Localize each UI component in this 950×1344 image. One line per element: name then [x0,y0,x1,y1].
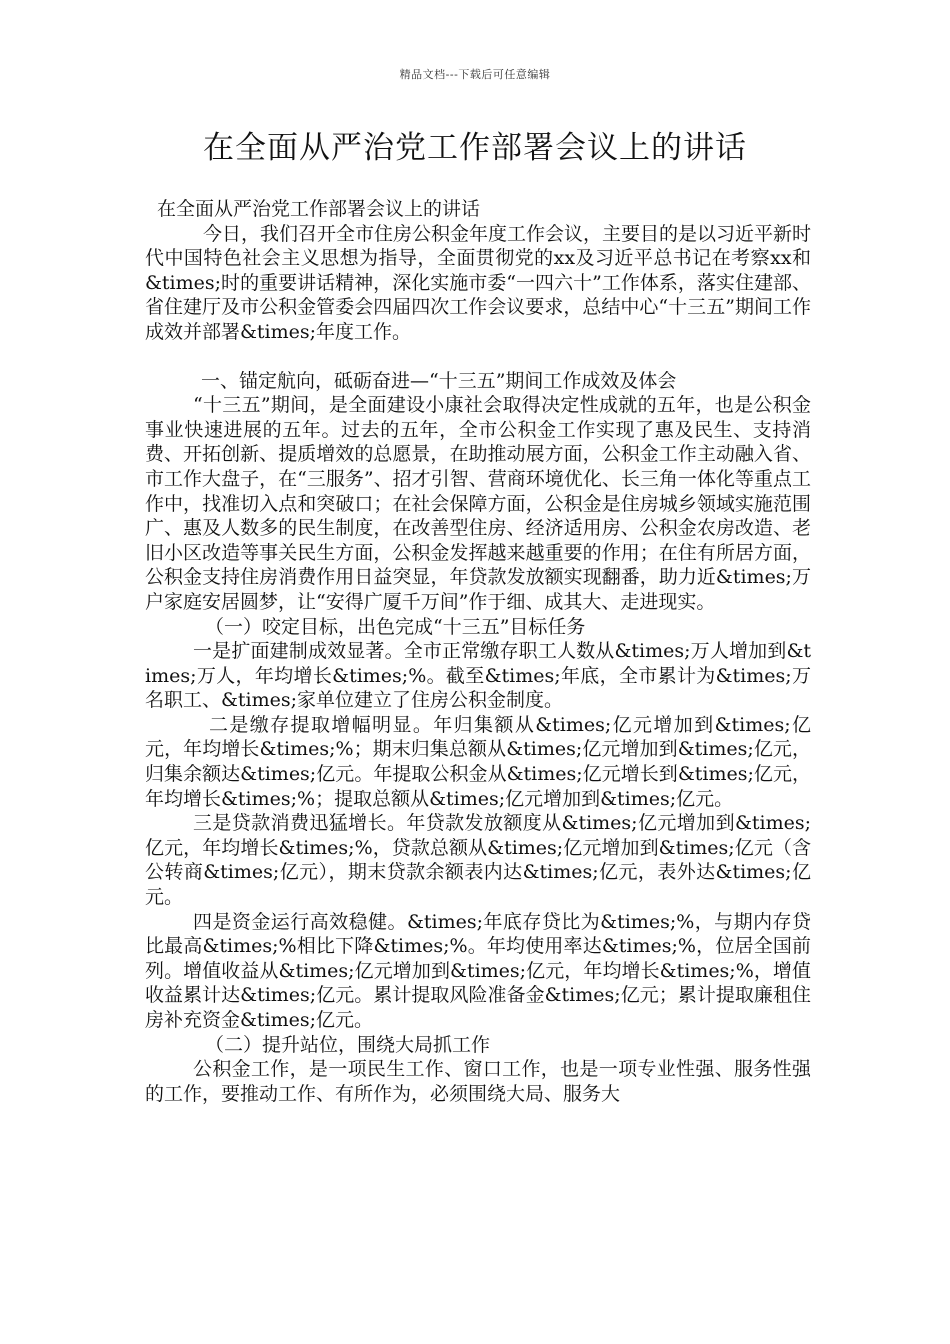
page-header-note: 精品文档---下载后可任意编辑 [399,68,551,81]
paragraph-point-1: 一是扩面建制成效显著。全市正常缴存职工人数从&times;万人增加到&times;万人，年均增长&times;%。截至&times;年底，全市累计为&times;万名职工、&times;家单位建立了住房公积金制度。 [145,640,811,712]
paragraph-13th-five-year: “十三五”期间，是全面建设小康社会取得决定性成就的五年，也是公积金事业快速进展的五年。过去的五年，全市公积金工作实现了惠及民生、支持消费、开拓创新、提质增效的总愿景，在助推动展方面，公积金工作主动融入省、市工作大盘子，在“三服务”、招才引智、营商环境优化、长三角一体化等重点工作中，找准切入点和突破口；在社会保障方面，公积金是住房城乡领域实施范围广、惠及人数多的民生制度，在改善型住房、经济适用房、公积金农房改造、老旧小区改造等事关民生方面，公积金发挥越来越重要的作用；在住有所居方面，公积金支持住房消费作用日益突显，年贷款发放额实现翻番，助力近&times;万户家庭安居圆梦，让“安得广厦千万间”作于细、成其大、走进现实。 [145,394,811,613]
paragraph-point-3: 三是贷款消费迅猛增长。年贷款发放额度从&times;亿元增加到&times;亿元，年均增长&times;%，贷款总额从&times;亿元增加到&times;亿元（含公转商&times;亿元），期末贷款余额表内达&times;亿元，表外达&times;亿元。 [145,812,811,909]
paragraph-point-2: 二是缴存提取增幅明显。年归集额从&times;亿元增加到&times;亿元，年均增长&times;%；期末归集总额从&times;亿元增加到&times;亿元，归集余额达&times;亿元。年提取公积金从&times;亿元增长到&times;亿元，年均增长&times;%；提取总额从&times;亿元增加到&times;亿元。 [145,713,811,810]
document-body [145,197,811,1106]
paragraph-point-4: 四是资金运行高效稳健。&times;年底存贷比为&times;%，与期内存贷比最高&times;%相比下降&times;%。年均使用率达&times;%，位居全国前列。增值收益从&times;亿元增加到&times;亿元，年均增长&times;%，增值收益累计达&times;亿元。累计提取风险准备金&times;亿元；累计提取廉租住房补充资金&times;亿元。 [145,910,811,1031]
subsection-heading-1: （一）咬定目标，出色完成“十三五”目标任务 [205,615,586,638]
paragraph-overall-situation: 公积金工作，是一项民生工作、窗口工作，也是一项专业性强、服务性强的工作，要推动工作、有所作为，必须围绕大局、服务大 [145,1058,811,1105]
subsection-heading-2: （二）提升站位，围绕大局抓工作 [205,1033,491,1056]
paragraph-spacer [145,345,811,369]
document-subtitle: 在全面从严治党工作部署会议上的讲话 [157,198,481,220]
section-heading-1: 一、锚定航向，砥砺奋进—“十三五”期间工作成效及体会 [201,369,677,392]
document-title: 在全面从严治党工作部署会议上的讲话 [203,130,747,166]
paragraph-intro: 今日，我们召开全市住房公积金年度工作会议，主要目的是以习近平新时代中国特色社会主义思想为指导，全面贯彻党的xx及习近平总书记在考察xx和&times;时的重要讲话精神，深化实施市委“一四六十”工作体系，落实住建部、省住建厅及市公积金管委会四届四次工作会议要求，总结中心“十三五”期间工作成效并部署&times;年度工作。 [145,222,812,343]
